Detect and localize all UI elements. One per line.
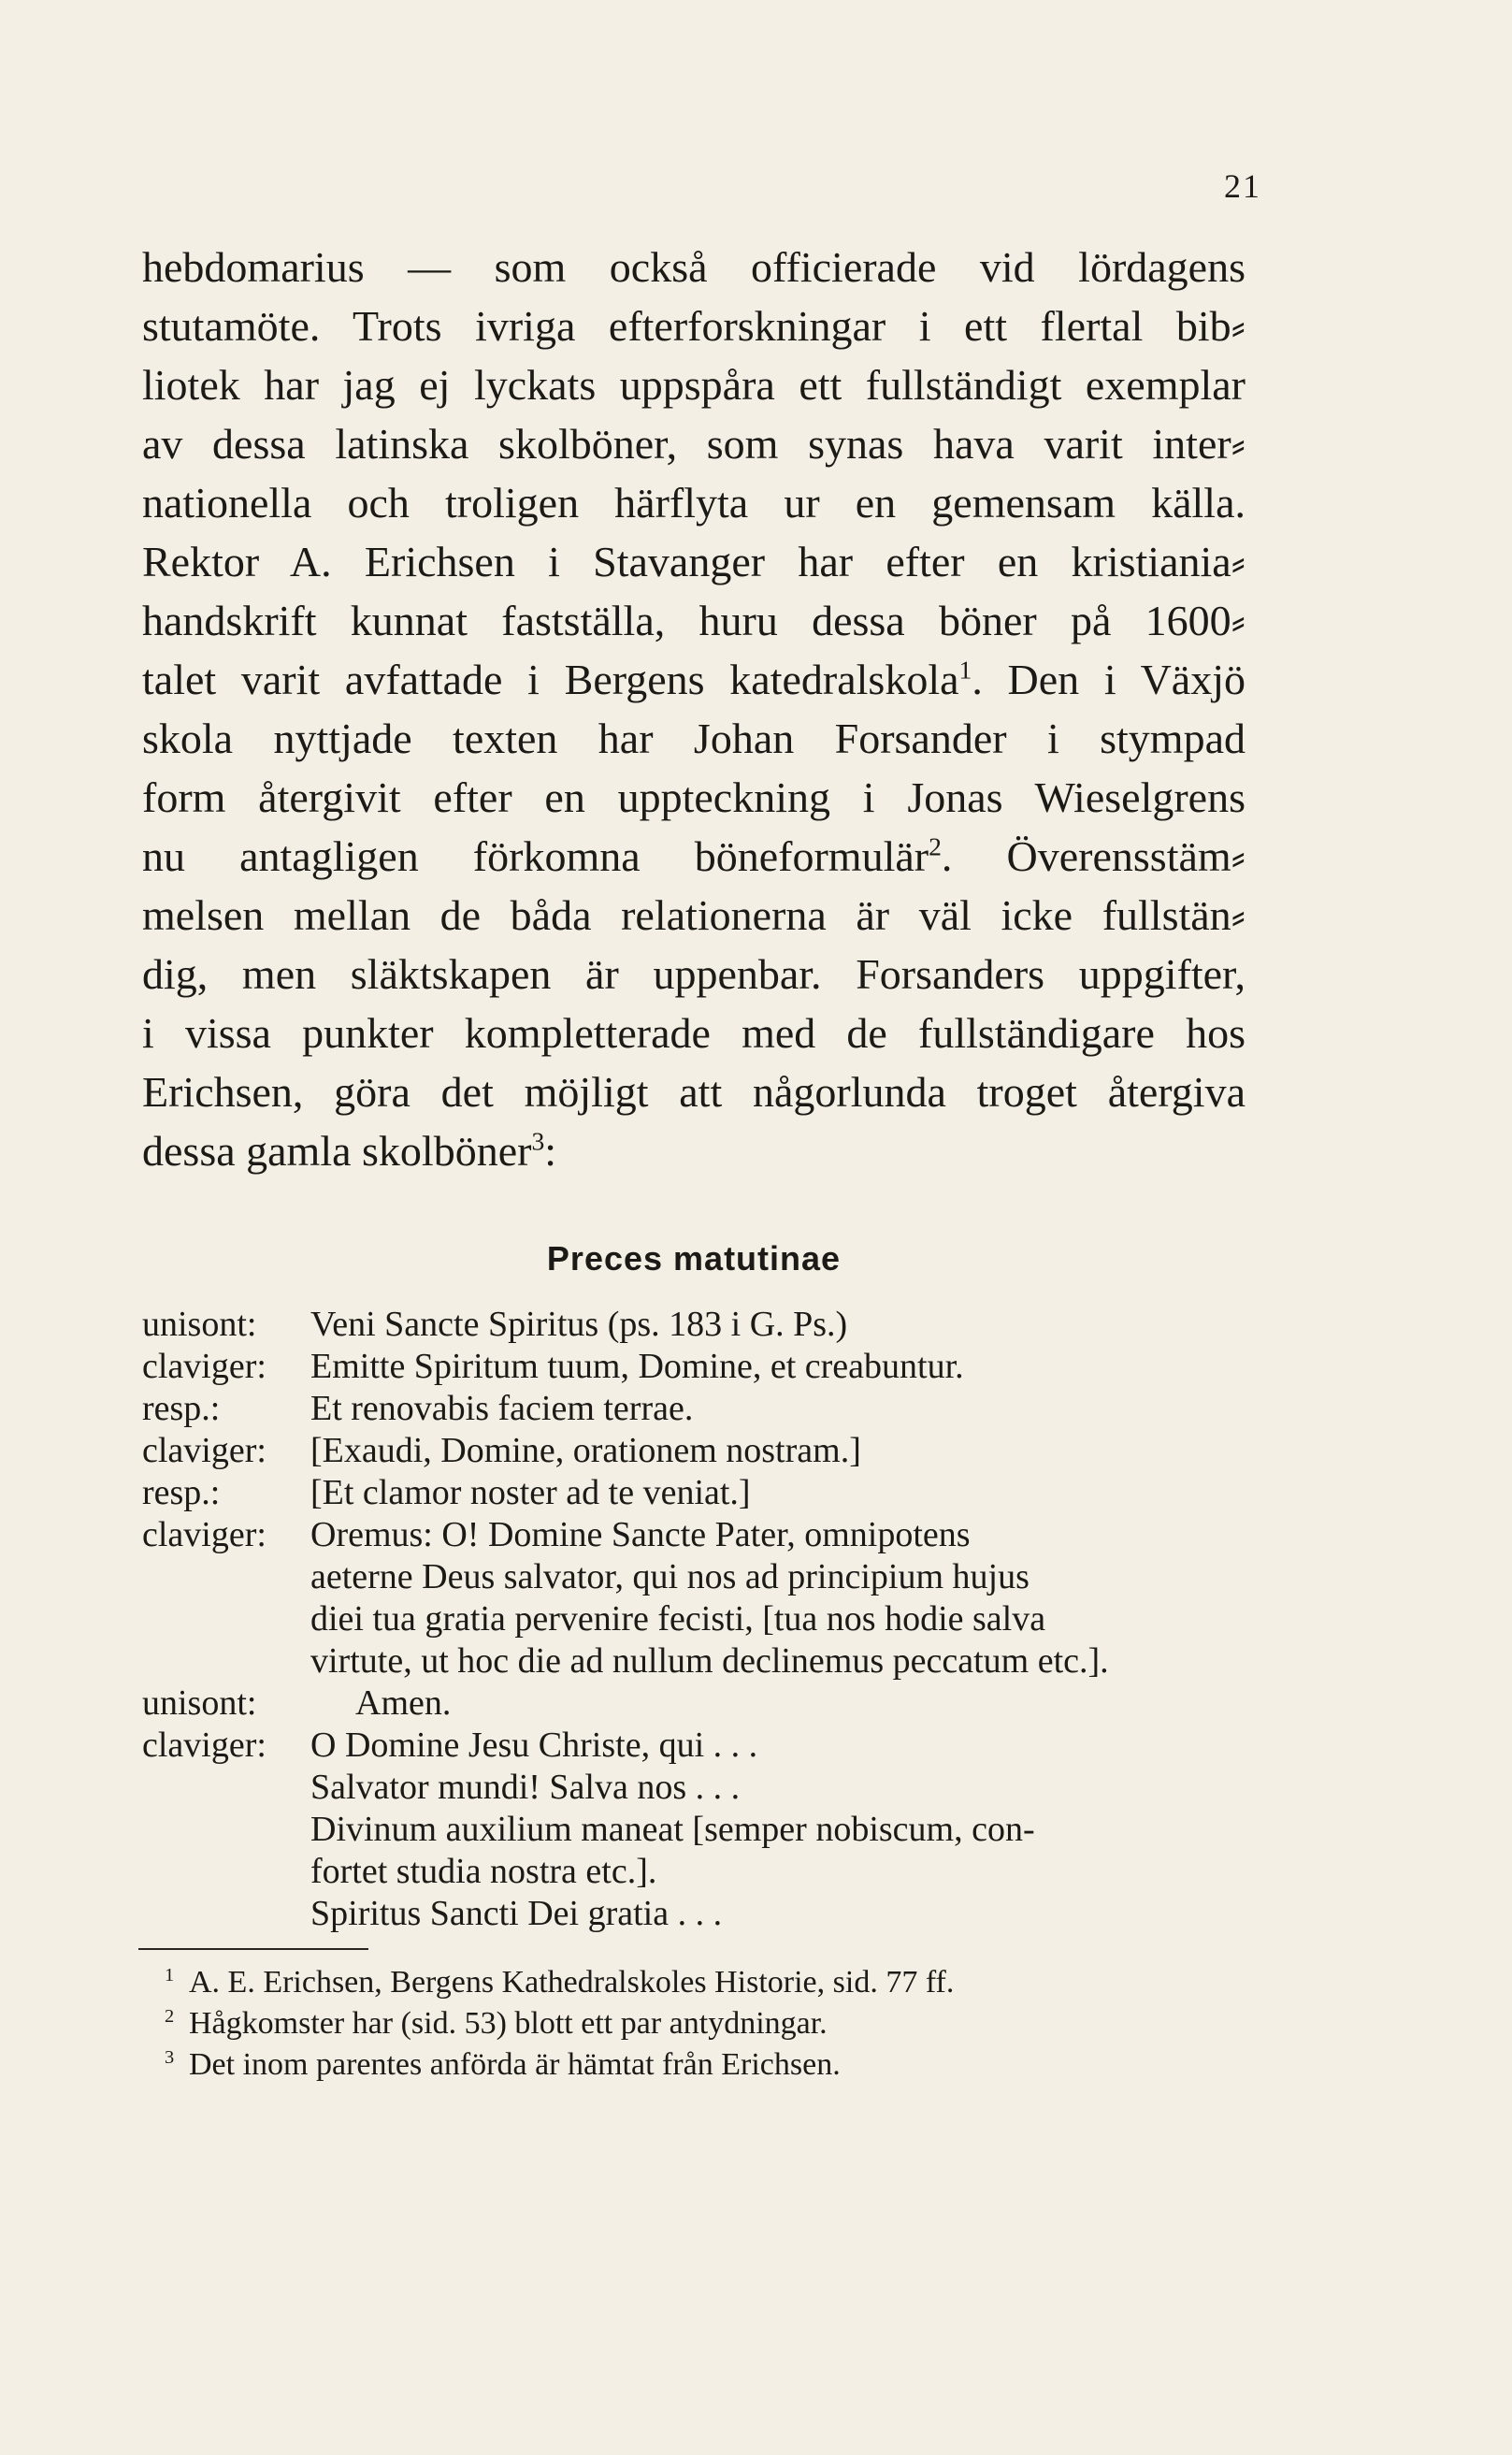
liturgy-line: Amen. [355,1683,452,1723]
footnote-text: Hågkomster har (sid. 53) blott ett par antydningar. [189,2006,828,2041]
body-line-8-tail: . Den i Växjö [972,656,1246,703]
speaker-label: resp.: [142,1473,221,1512]
liturgy-line: aeterne Deus salvator, qui nos ad principium hujus [310,1557,1030,1596]
body-line-6: Rektor A. Erichsen i Stavanger har efter en kristiania⸗ [142,538,1246,585]
liturgy-line: Et renovabis faciem terrae. [310,1389,694,1428]
body-line-11-text: nu antagligen förkomna böneformulär [142,832,929,880]
body-line-4: av dessa latinska skolböner, som synas hava varit inter⸗ [142,420,1246,468]
footnote-ref-2: 2 [929,831,942,861]
body-line-12: melsen mellan de båda relationerna är väl icke fullstän⸗ [142,891,1246,939]
body-line-16 [142,1121,1246,1180]
liturgy-line: fortet studia nostra etc.]. [310,1852,657,1891]
footnote-3: $^3$ Det inom parentes anförda är hämtat från Erichsen. [165,2046,841,2082]
footnote-ref-1: 1 [958,655,972,685]
body-line-13: dig, men släktskapen är uppenbar. Forsanders uppgifter, [142,950,1246,998]
footnotes [165,1962,1193,2086]
section-heading: Preces matutinae [546,1239,842,1278]
liturgy-row [142,1725,1246,1935]
body-line-16-tail: : [544,1127,557,1175]
footnote-ref-3: 3 [531,1126,545,1156]
liturgy-row [142,1430,1246,1472]
speaker-label: unisont: [142,1683,257,1723]
liturgy-line: Spiritus Sancti Dei gratia . . . [310,1894,723,1933]
speaker-label: claviger: [142,1515,266,1554]
body-line-11 [142,827,1246,886]
liturgy-line: diei tua gratia pervenire fecisti, [tua nos hodie salva [310,1599,1046,1639]
liturgy-text [142,1304,1246,1935]
body-line-2: stutamöte. Trots ivriga efterforskningar i ett flertal bib⸗ [142,302,1246,350]
footnote-text: Det inom parentes anförda är hämtat från Erichsen. [189,2047,841,2082]
speaker-label: claviger: [142,1347,266,1386]
speaker-label: resp.: [142,1389,221,1428]
body-line-14: i vissa punkter kompletterade med de fullständigare hos [142,1009,1246,1057]
liturgy-row [142,1472,1246,1514]
body-line-15: Erichsen, göra det möjligt att någorlunda troget återgiva [142,1068,1246,1116]
liturgy-line: Divinum auxilium maneat [semper nobiscum, con- [310,1810,1035,1849]
liturgy-line: Emitte Spiritum tuum, Domine, et creabuntur. [310,1347,964,1386]
liturgy-line: Oremus: O! Domine Sancte Pater, omnipotens [310,1515,971,1554]
body-line-10: form återgivit efter en uppteckning i Jonas Wieselgrens [142,773,1246,821]
speaker-label: claviger: [142,1726,266,1765]
liturgy-line: virtute, ut hoc die ad nullum declinemus peccatum etc.]. [310,1641,1109,1681]
page-number: 21 [1224,167,1261,205]
body-line-9: skola nyttjade texten har Johan Forsander i stympad [142,715,1246,762]
body-paragraph [142,238,1246,1180]
liturgy-line: O Domine Jesu Christe, qui . . . [310,1726,758,1765]
footnote-2: $^2$ Hågkomster har (sid. 53) blott ett par antydningar. [165,2005,828,2041]
body-line-8 [142,650,1246,709]
liturgy-row [142,1346,1246,1388]
liturgy-line: Veni Sancte Spiritus (ps. 183 i G. Ps.) [310,1305,848,1344]
speaker-label: claviger: [142,1431,266,1470]
body-line-7: handskrift kunnat fastställa, huru dessa böner på 1600⸗ [142,597,1246,644]
body-line-8-text: talet varit avfattade i Bergens katedralskola [142,656,959,703]
speaker-label: unisont: [142,1305,257,1344]
liturgy-line: [Et clamor noster ad te veniat.] [310,1473,751,1512]
liturgy-row [142,1682,1246,1725]
footnote-divider [138,1948,368,1950]
liturgy-line: [Exaudi, Domine, orationem nostram.] [310,1431,861,1470]
body-line-1: hebdomarius — som också officierade vid lördagens [142,243,1246,291]
body-line-16-text: dessa gamla skolböner [142,1127,532,1175]
body-line-5: nationella och troligen härflyta ur en gemensam källa. [142,479,1246,527]
footnote-1: $^1$ A. E. Erichsen, Bergens Kathedralskoles Historie, sid. 77 ff. [165,1964,955,2000]
body-line-3: liotek har jag ej lyckats uppspåra ett fullständigt exemplar [142,361,1246,409]
liturgy-row [142,1388,1246,1430]
liturgy-row [142,1304,1246,1346]
footnote-text: A. E. Erichsen, Bergens Kathedralskoles Historie, sid. 77 ff. [189,1965,955,2000]
liturgy-row [142,1514,1246,1682]
body-line-11-tail: . Överensstäm⸗ [941,832,1246,880]
liturgy-line: Salvator mundi! Salva nos . . . [310,1768,741,1807]
